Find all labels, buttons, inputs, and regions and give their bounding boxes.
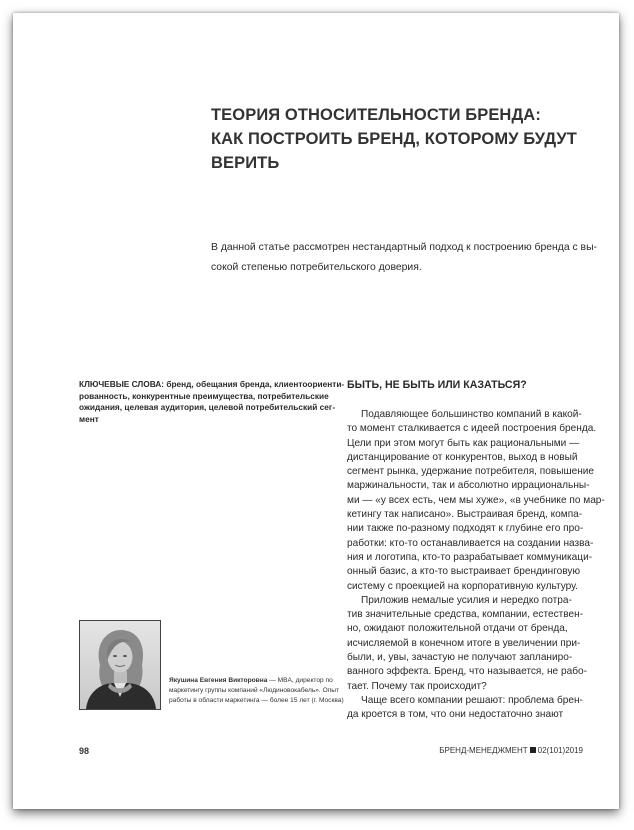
page-number: 98 <box>79 746 90 756</box>
body-line: да кроется в том, что они недостаточно знают <box>347 709 564 721</box>
body-line: сегмент рынка, удержание потребителя, повышение <box>347 466 595 478</box>
title-line: КАК ПОСТРОИТЬ БРЕНД, КОТОРОМУ БУДУТ <box>211 130 577 148</box>
body-line: дистанцирование от конкурентов, выход в новый <box>347 451 578 463</box>
body-line: онный базис, а кто-то выстраивает брендинговую <box>347 566 581 578</box>
title-line: ТЕОРИЯ ОТНОСИТЕЛЬНОСТИ БРЕНДА: <box>211 106 541 124</box>
article-title <box>211 103 577 175</box>
author-caption-line: работы в области маркетинга — более 15 лет (г. Москва) <box>169 697 344 704</box>
body-line: работки: кто-то останавливается на создании назва- <box>347 537 594 549</box>
journal-name: БРЕНД-МЕНЕДЖМЕНТ <box>439 746 528 755</box>
author-caption-line: маркетингу группы компаний «Людиновокабель». Опыт <box>169 687 340 694</box>
keywords-line: ожидания, целевая аудитория, целевой потребительский сег- <box>79 402 336 412</box>
author-caption <box>169 676 344 706</box>
square-bullet-icon <box>530 747 536 753</box>
article-lead <box>211 238 611 278</box>
body-line: Подавляющее большинство компаний в какой- <box>361 409 582 420</box>
keywords-line: КЛЮЧЕВЫЕ СЛОВА: бренд, обещания бренда, клиентоориенти- <box>79 379 345 389</box>
lead-line: В данной статье рассмотрен нестандартный подход к построению бренда с вы- <box>211 242 598 253</box>
issue-number: 02(101)2019 <box>537 746 583 755</box>
title-line: ВЕРИТЬ <box>211 154 280 172</box>
body-line: исчисляемой в конечном итоге в увеличении при- <box>347 637 581 649</box>
article-body <box>347 408 607 723</box>
body-line: Цели при этом могут быть как рациональными — <box>347 437 580 449</box>
body-line: то момент сталкивается с идеей построения бренда. <box>347 423 597 435</box>
body-line: тает. Почему так происходит? <box>347 680 487 692</box>
body-line: маржинальности, так и абсолютно иррациональны- <box>347 480 590 492</box>
author-caption-line <box>169 676 339 686</box>
body-line: Приложив немалые усилия и нередко потра- <box>361 594 572 606</box>
author-title: — MBA, директор по <box>267 677 333 684</box>
author-photo <box>79 620 161 710</box>
body-line: но, ожидают положительной отдачи от бренда, <box>347 623 568 635</box>
body-line: ванного эффекта. Бренд, что называется, не рабо- <box>347 666 587 678</box>
journal-page <box>13 13 619 809</box>
body-line: нии также по-разному подходят к глубине его про- <box>347 523 584 535</box>
body-line: ния и логотипа, кто-то разрабатывает коммуникаци- <box>347 551 593 563</box>
body-line: ми — «у всех есть, чем мы хуже», «в учебнике по мар- <box>347 494 605 506</box>
body-line: тив значительные средства, компании, естествен- <box>347 609 584 621</box>
keywords-line: мент <box>79 413 99 424</box>
section-heading: БЫТЬ, НЕ БЫТЬ ИЛИ КАЗАТЬСЯ? <box>347 379 527 391</box>
body-line: кетингу так написано». Выстраивая бренд, компа- <box>347 509 583 521</box>
body-line: Чаще всего компании решают: проблема брен- <box>361 694 583 706</box>
keywords-line: рованность, конкурентные преимущества, потребительские <box>79 390 329 401</box>
body-line: были, и, увы, зачастую не получают запланиро- <box>347 652 573 664</box>
author-name: Якушина Евгения Викторовна <box>169 677 268 684</box>
journal-footer <box>439 746 583 755</box>
keywords-block <box>79 379 345 425</box>
lead-line: сокой степенью потребительского доверия. <box>211 262 422 273</box>
body-line: систему с проекцией на корпоративную культуру. <box>347 580 578 592</box>
